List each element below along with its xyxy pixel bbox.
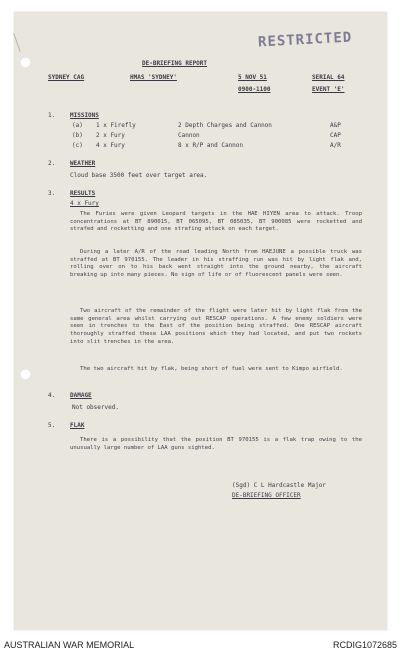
section-number-damage: 4. — [48, 392, 56, 399]
mission-code: CAP — [330, 132, 341, 139]
results-subheading: 4 x Fury — [70, 200, 99, 207]
mission-tag: (c) — [72, 142, 83, 149]
punch-hole-top — [20, 57, 31, 68]
section-number-results: 3. — [48, 190, 56, 197]
section-heading-damage: DAMAGE — [70, 392, 92, 399]
flak-text: There is a possibility that the position BT 970155 is a flak trap owing to the unusually large number of LAA guns sighted. — [70, 437, 362, 451]
footer-institution: AUSTRALIAN WAR MEMORIAL — [4, 640, 135, 650]
mission-armament: Cannon — [178, 132, 200, 139]
mission-code: A&P — [330, 122, 341, 129]
punch-hole-bottom — [20, 369, 31, 380]
results-paragraph: Two aircraft of the remainder of the flight were later hit by light flak from the same general area whilst carrying out RESCAP operations. A few enemy soldiers were seen in trenches to the East of the position being straffed. One RESCAP aircraft thoroughly straffed these LAA positions which they had located, and put two rockets into slit trenches in the area. — [70, 308, 362, 345]
results-paragraph: The two aircraft hit by flak, being short of fuel were sent to Kimpo airfield. — [80, 366, 343, 372]
weather-text: Cloud base 3500 feet over target area. — [70, 172, 208, 179]
header-event: EVENT 'E' — [312, 86, 345, 93]
footer-record-id: RCDIG1072685 — [332, 640, 397, 650]
header-time: 0900-1100 — [238, 86, 271, 93]
results-paragraph: The Furies were given Leopard targets in the HAE HIYEN area to attack. Troop concentrations at BT 890015, BT 065095, BT 085035, BT 900085 were rocketted and strafed and rocketting and one strafing attack on each target. — [70, 211, 362, 233]
results-paragraph: During a later A/R of the road leading North from HAEJUNE a possible truck was straffed at BT 970155. The leader in his straffing run was hit by light flak and, rolling over on to his back went straight into the ground nearby, the aircraft breaking up into many pieces. No sign of life or of fluorescent panels were seen. — [70, 249, 362, 279]
report-title: DE-BRIEFING REPORT — [142, 60, 208, 67]
damage-text: Not observed. — [72, 404, 119, 411]
mission-aircraft: 4 x Fury — [96, 142, 125, 149]
mission-aircraft: 1 x Firefly — [96, 122, 136, 129]
signature-line: (Sgd) C L Hardcastle Major — [232, 482, 326, 489]
header-ship: HMAS 'SYDNEY' — [130, 74, 177, 81]
section-heading-results: RESULTS — [70, 190, 96, 197]
mission-code: A/R — [330, 142, 341, 149]
section-number-missions: 1. — [48, 112, 56, 119]
header-unit: SYDNEY CAG — [48, 74, 85, 81]
restricted-stamp: RESTRICTED — [257, 29, 353, 51]
header-serial: SERIAL 64 — [312, 74, 345, 81]
mission-armament: 8 x R/P and Cannon — [178, 142, 244, 149]
header-date: 5 NOV 51 — [238, 74, 267, 81]
mission-tag: (a) — [72, 122, 83, 129]
officer-title: DE-BRIEFING OFFICER — [232, 492, 301, 499]
mission-aircraft: 2 x Fury — [96, 132, 125, 139]
section-heading-weather: WEATHER — [70, 160, 96, 167]
mission-armament: 2 Depth Charges and Cannon — [178, 122, 272, 129]
section-heading-missions: MISSIONS — [70, 112, 99, 119]
section-number-weather: 2. — [48, 160, 56, 167]
section-number-flak: 5. — [48, 422, 56, 429]
mission-tag: (b) — [72, 132, 83, 139]
section-heading-flak: FLAK — [70, 422, 85, 429]
